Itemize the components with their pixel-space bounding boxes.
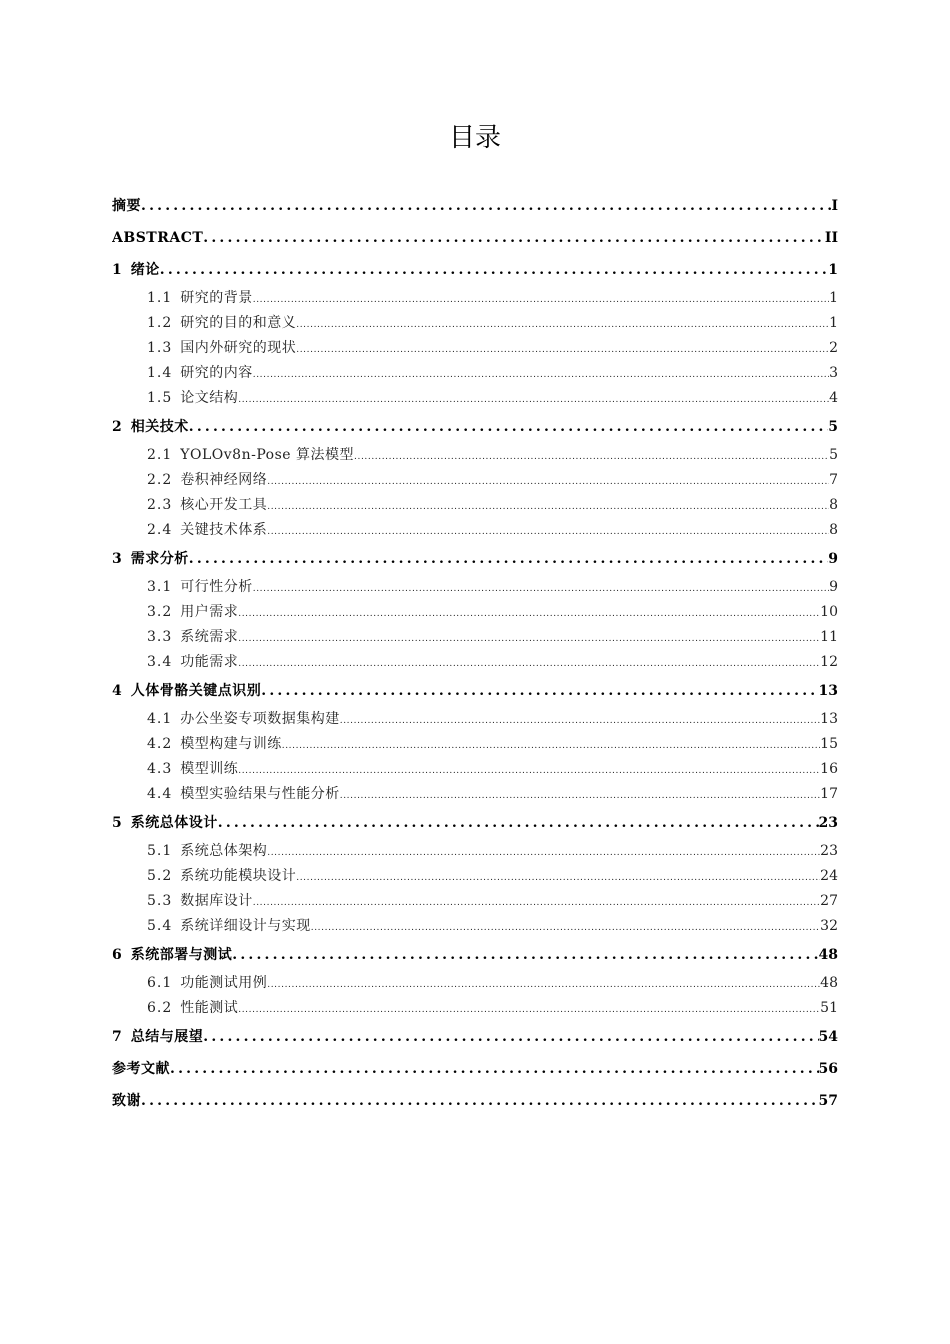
toc-page-number: 56: [818, 1061, 838, 1077]
toc-entry-number: 1: [112, 262, 123, 278]
toc-entry-number: 1.3: [147, 340, 173, 356]
toc-entry-label: 人体骨骼关键点识别: [130, 683, 262, 699]
toc-entry-title: [112, 222, 203, 254]
toc-entry-title: [147, 386, 238, 411]
toc-page-number: 10: [820, 604, 838, 620]
toc-page-number: 27: [820, 893, 838, 909]
toc-entry-label: 论文结构: [180, 390, 239, 406]
toc-entry-title: [112, 1085, 141, 1117]
toc-entry-number: 5.3: [147, 893, 173, 909]
toc-dot-leader: [267, 495, 829, 518]
toc-dot-leader: [160, 254, 829, 286]
toc-page-number: 23: [820, 843, 838, 859]
toc-entry-title: [147, 518, 267, 543]
toc-dot-leader: [238, 759, 820, 782]
toc-section-entry[interactable]: [112, 600, 838, 625]
toc-chapter-entry[interactable]: [112, 807, 838, 839]
toc-entry-number: 7: [112, 1029, 123, 1045]
toc-entry-label: 系统总体设计: [130, 815, 218, 831]
toc-entry-label: 研究的目的和意义: [180, 315, 297, 331]
toc-page-number: 23: [818, 815, 838, 831]
toc-chapter-entry[interactable]: [112, 1085, 838, 1117]
toc-dot-leader: [267, 470, 829, 493]
toc-dot-leader: [141, 190, 831, 222]
toc-entry-title: [147, 864, 296, 889]
toc-entry-label: 系统部署与测试: [130, 947, 233, 963]
toc-section-entry[interactable]: [112, 311, 838, 336]
toc-dot-leader: [267, 973, 820, 996]
toc-dot-leader: [189, 543, 829, 575]
toc-dot-leader: [311, 916, 820, 939]
toc-entry-label: 研究的内容: [180, 365, 253, 381]
toc-dot-leader: [296, 866, 820, 889]
toc-dot-leader: [296, 313, 829, 336]
toc-entry-number: 5: [112, 815, 123, 831]
toc-entry-title: [147, 311, 296, 336]
toc-entry-number: 2.2: [147, 472, 173, 488]
toc-dot-leader: [267, 520, 829, 543]
toc-entry-label: 系统详细设计与实现: [180, 918, 311, 934]
toc-page-number: 48: [818, 947, 838, 963]
toc-section-entry[interactable]: [112, 864, 838, 889]
toc-section-entry[interactable]: [112, 732, 838, 757]
toc-section-entry[interactable]: [112, 914, 838, 939]
toc-dot-leader: [238, 388, 829, 411]
toc-entry-title: [147, 361, 253, 386]
toc-dot-leader: [340, 709, 820, 732]
toc-section-entry[interactable]: [112, 518, 838, 543]
toc-dot-leader: [189, 411, 829, 443]
toc-section-entry[interactable]: [112, 650, 838, 675]
toc-entry-title: [147, 971, 267, 996]
toc-page-number: I: [831, 198, 838, 214]
toc-section-entry[interactable]: [112, 443, 838, 468]
toc-section-entry[interactable]: [112, 336, 838, 361]
toc-entry-label: 需求分析: [130, 551, 189, 567]
toc-entry-label: 国内外研究的现状: [180, 340, 297, 356]
toc-entry-label: 相关技术: [130, 419, 189, 435]
toc-dot-leader: [253, 891, 820, 914]
toc-entry-number: 6: [112, 947, 123, 963]
toc-dot-leader: [203, 222, 825, 254]
toc-entry-number: 1.4: [147, 365, 173, 381]
toc-section-entry[interactable]: [112, 996, 838, 1021]
toc-entry-label: 可行性分析: [180, 579, 253, 595]
toc-section-entry[interactable]: [112, 889, 838, 914]
toc-entry-title: [147, 839, 267, 864]
toc-chapter-entry[interactable]: [112, 222, 838, 254]
toc-page-number: 16: [820, 761, 838, 777]
toc-entry-label: 模型实验结果与性能分析: [180, 786, 340, 802]
toc-entry-label: 致谢: [112, 1093, 141, 1109]
toc-dot-leader: [267, 841, 820, 864]
toc-entry-number: 1.1: [147, 290, 173, 306]
toc-entry-label: 功能需求: [180, 654, 239, 670]
toc-page-number: 3: [829, 365, 838, 381]
toc-page-number: 32: [820, 918, 838, 934]
toc-entry-label: 数据库设计: [180, 893, 253, 909]
toc-dot-leader: [238, 652, 820, 675]
toc-entry-title: [112, 1053, 170, 1085]
toc-entry-number: 4.1: [147, 711, 173, 727]
toc-chapter-entry[interactable]: [112, 254, 838, 286]
toc-chapter-entry[interactable]: [112, 939, 838, 971]
toc-entry-number: 3.1: [147, 579, 173, 595]
toc-dot-leader: [296, 338, 829, 361]
toc-entry-number: 1.5: [147, 390, 173, 406]
toc-section-entry[interactable]: [112, 625, 838, 650]
toc-entry-label: 总结与展望: [130, 1029, 204, 1045]
toc-page-number: 9: [829, 579, 838, 595]
toc-entry-title: [112, 543, 189, 575]
toc-section-entry[interactable]: [112, 575, 838, 600]
toc-entry-title: [147, 732, 282, 757]
toc-entry-number: 4.4: [147, 786, 173, 802]
toc-chapter-entry[interactable]: [112, 1053, 838, 1085]
toc-entry-number: 2.1: [147, 447, 173, 463]
toc-entry-title: [147, 650, 238, 675]
toc-entry-label: 研究的背景: [180, 290, 253, 306]
toc-entry-title: [112, 939, 232, 971]
toc-page-number: 57: [818, 1093, 838, 1109]
toc-section-entry[interactable]: [112, 782, 838, 807]
toc-entry-title: [112, 1021, 203, 1053]
toc-entry-label: 参考文献: [112, 1061, 170, 1077]
toc-section-entry[interactable]: [112, 971, 838, 996]
toc-entry-number: 2.4: [147, 522, 173, 538]
toc-entry-number: 3.2: [147, 604, 173, 620]
toc-entry-number: 2: [112, 419, 123, 435]
toc-entry-number: 4.2: [147, 736, 173, 752]
toc-entry-label: 关键技术体系: [180, 522, 268, 538]
toc-page-number: 5: [828, 419, 838, 435]
toc-entry-number: 3.3: [147, 629, 173, 645]
toc-entry-title: [147, 468, 267, 493]
toc-entry-title: [112, 190, 141, 222]
toc-page-number: 5: [829, 447, 838, 463]
toc-entry-label: 模型构建与训练: [180, 736, 282, 752]
toc-page-number: 54: [818, 1029, 838, 1045]
toc-dot-leader: [238, 998, 820, 1021]
toc-entry-title: [147, 336, 296, 361]
toc-dot-leader: [141, 1085, 819, 1117]
toc-chapter-entry[interactable]: [112, 675, 838, 707]
toc-entry-title: [112, 411, 189, 443]
toc-chapter-entry[interactable]: [112, 1021, 838, 1053]
toc-dot-leader: [354, 445, 829, 468]
toc-section-entry[interactable]: [112, 286, 838, 311]
toc-page-number: 1: [828, 262, 838, 278]
toc-dot-leader: [253, 363, 829, 386]
table-of-contents: [112, 190, 838, 1117]
toc-entry-number: 6.2: [147, 1000, 173, 1016]
toc-page-number: 1: [829, 290, 838, 306]
toc-entry-label: 办公坐姿专项数据集构建: [180, 711, 340, 727]
toc-page-number: 2: [829, 340, 838, 356]
toc-dot-leader: [218, 807, 819, 839]
toc-page-number: 48: [820, 975, 838, 991]
toc-entry-title: [147, 889, 253, 914]
toc-section-entry[interactable]: [112, 361, 838, 386]
toc-entry-title: [147, 757, 238, 782]
toc-entry-label: ABSTRACT: [112, 230, 204, 246]
toc-chapter-entry[interactable]: [112, 411, 838, 443]
toc-page-number: 13: [820, 711, 838, 727]
toc-entry-label: 系统需求: [180, 629, 239, 645]
toc-dot-leader: [203, 1021, 818, 1053]
toc-section-entry[interactable]: [112, 707, 838, 732]
toc-entry-number: 6.1: [147, 975, 173, 991]
toc-entry-label: 模型训练: [180, 761, 239, 777]
toc-page-number: 8: [829, 497, 838, 513]
toc-entry-label: 性能测试: [180, 1000, 239, 1016]
toc-entry-label: 绪论: [130, 262, 160, 278]
toc-dot-leader: [238, 627, 820, 650]
toc-page-number: 24: [820, 868, 838, 884]
toc-entry-number: 3.4: [147, 654, 173, 670]
toc-entry-title: [147, 575, 253, 600]
toc-entry-number: 4: [112, 683, 123, 699]
toc-entry-label: 摘要: [112, 198, 141, 214]
page-title: 目录: [448, 123, 501, 153]
toc-entry-number: 5.4: [147, 918, 173, 934]
toc-dot-leader: [340, 784, 820, 807]
toc-section-entry[interactable]: [112, 493, 838, 518]
toc-section-entry[interactable]: [112, 386, 838, 411]
toc-page-number: 51: [820, 1000, 838, 1016]
toc-page-number: 15: [820, 736, 838, 752]
toc-page-number: 9: [828, 551, 838, 567]
toc-entry-label: 功能测试用例: [180, 975, 268, 991]
toc-page-number: 7: [829, 472, 838, 488]
toc-entry-number: 4.3: [147, 761, 173, 777]
toc-entry-title: [147, 914, 311, 939]
toc-entry-title: [147, 996, 238, 1021]
toc-section-entry[interactable]: [112, 839, 838, 864]
toc-entry-number: 1.2: [147, 315, 173, 331]
toc-dot-leader: [253, 288, 829, 311]
toc-entry-number: 5.2: [147, 868, 173, 884]
toc-entry-label: 核心开发工具: [180, 497, 268, 513]
toc-page-number: 17: [820, 786, 838, 802]
toc-entry-title: [112, 675, 261, 707]
toc-entry-title: [112, 807, 218, 839]
toc-page-number: 4: [829, 390, 838, 406]
toc-entry-label: 用户需求: [180, 604, 239, 620]
toc-entry-label: YOLOv8n-Pose 算法模型: [180, 447, 355, 463]
toc-entry-label: 卷积神经网络: [180, 472, 268, 488]
toc-entry-title: [112, 254, 160, 286]
toc-dot-leader: [253, 577, 829, 600]
toc-page-number: 11: [820, 629, 838, 645]
toc-entry-title: [147, 443, 354, 468]
toc-page-number: 8: [829, 522, 838, 538]
toc-entry-number: 5.1: [147, 843, 173, 859]
toc-entry-title: [147, 782, 340, 807]
toc-dot-leader: [170, 1053, 819, 1085]
toc-entry-title: [147, 600, 238, 625]
toc-dot-leader: [232, 939, 818, 971]
toc-entry-title: [147, 625, 238, 650]
toc-page-number: 1: [829, 315, 838, 331]
toc-entry-label: 系统总体架构: [180, 843, 268, 859]
toc-dot-leader: [282, 734, 820, 757]
toc-entry-title: [147, 493, 267, 518]
toc-section-entry[interactable]: [112, 468, 838, 493]
toc-section-entry[interactable]: [112, 757, 838, 782]
toc-chapter-entry[interactable]: [112, 543, 838, 575]
toc-page-number: 12: [820, 654, 838, 670]
toc-entry-title: [147, 286, 253, 311]
toc-entry-number: 3: [112, 551, 123, 567]
toc-entry-label: 系统功能模块设计: [180, 868, 297, 884]
toc-chapter-entry[interactable]: [112, 190, 838, 222]
toc-page-number: 13: [818, 683, 838, 699]
toc-page-number: II: [824, 230, 838, 246]
toc-dot-leader: [261, 675, 818, 707]
toc-entry-title: [147, 707, 340, 732]
toc-entry-number: 2.3: [147, 497, 173, 513]
toc-dot-leader: [238, 602, 820, 625]
